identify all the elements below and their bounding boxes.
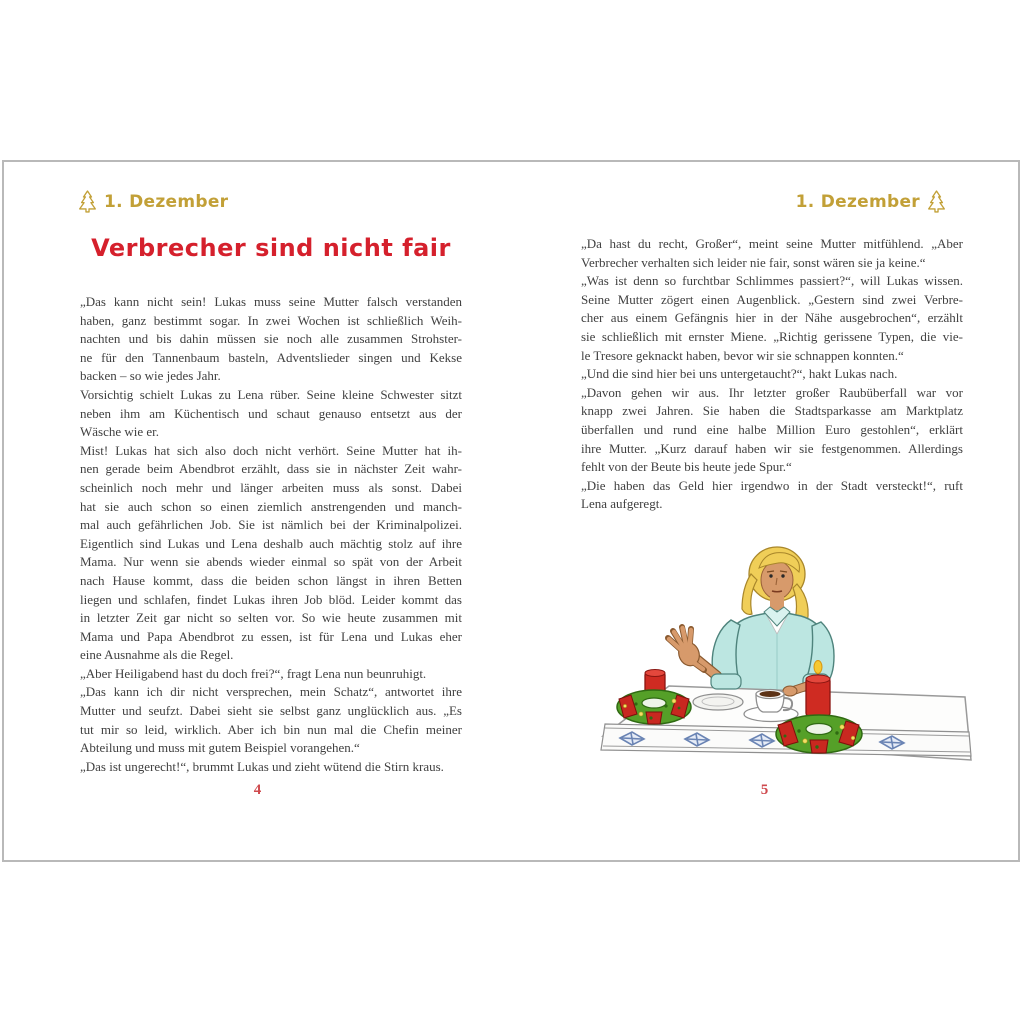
body-text-left [80,293,462,776]
text-line: tut mir so leid, wirklich. Aber ich bin nun mal die Chefin meiner [80,721,462,737]
text-line: ne für den Tannenbaum basteln, Adventslieder singen und Kekse [80,349,462,365]
text-line: scheinlich noch mehr und länger arbeiten muss als sonst. Dabei [80,479,462,495]
text-line: Mama und Papa Abendbrot zu essen, ist für Lena und Lukas eher [80,628,462,644]
text-line: „Da hast du recht, Großer“, meint seine Mutter mitfühlend. „Aber [581,236,963,251]
text-line: neben ihm am Küchentisch und schaut genauso entsetzt aus der [80,405,462,421]
chapter-header-label: 1. Dezember [104,191,229,212]
text-line: backen – so wie jedes Jahr. [80,368,221,384]
text-line: überfallen und rund eine halbe Million Euro gestohlen“, erklärt [581,421,963,437]
plate [693,694,743,710]
page-right [511,162,1018,860]
christmas-tree-icon [927,190,946,213]
text-line: hat sie auch schon so einen ziemlich anstrengenden und manch- [80,498,462,514]
illustration-mother-at-table [591,526,973,782]
text-line: Seine Mutter zögert einen Augenblick. „Gestern sind zwei Verbre- [581,291,963,307]
raised-hand [668,627,704,670]
text-line: nach Hause kommt, dass die beiden schon längst in ihren Betten [80,572,462,588]
text-line: nen gerade beim Abendbrot erzählt, dass sie in nächster Zeit wahr- [80,461,462,477]
text-line: „Aber Heiligabend hast du doch frei?“, fragt Lena nun beunruhigt. [80,665,427,681]
text-line: sie schließlich mit ernster Miene. „Richtig gerissene Typen, die vie- [581,328,963,344]
body-text-right [581,235,963,514]
text-line: „Das kann nicht sein! Lukas muss seine Mutter falsch verstanden [80,294,462,309]
text-line: Wäsche wie er. [80,424,160,440]
chapter-header-label: 1. Dezember [795,191,920,212]
text-line: haben, ganz bestimmt sogar. In zwei Wochen ist schließlich Weih- [80,312,462,328]
text-line: mal auch gefährlichen Job. Sie ist nämlich bei der Kriminalpolizei. [80,517,462,533]
text-line: eine Ausnahme als die Regel. [80,647,234,663]
chapter-header-left [78,190,228,213]
text-line: knapp zwei Jahren. Sie haben die Stadtsparkasse am Marktplatz [581,403,963,419]
text-line: Vorsichtig schielt Lukas zu Lena rüber. Seine kleine Schwester sitzt [80,386,462,402]
text-line: „Und die sind hier bei uns untergetaucht?“, hakt Lukas nach. [581,366,898,382]
text-line: Lena aufgeregt. [581,496,663,512]
page-number-left: 4 [253,782,262,798]
text-line: „Das kann ich dir nicht versprechen, mein Schatz“, antwortet ihre [80,684,462,700]
text-line: Mist! Lukas hat sich also doch nicht verhört. Seine Mutter hat ih- [80,442,462,458]
text-line: „Die haben das Geld hier irgendwo in der Stadt versteckt!“, ruft [581,477,963,493]
text-line: Mutter und seufzt. Dabei sieht sie selbst ganz unglücklich aus. „Es [80,703,462,719]
page-left [4,162,511,860]
text-line: „Was ist denn so furchtbar Schlimmes passiert?“, will Lukas wissen. [581,273,963,289]
chapter-header-right [796,190,946,213]
text-line: in letzter Zeit gar nicht so selten vor. So wie heute zusammen mit [80,610,462,626]
text-line: Mama. Nur wenn sie abends wieder einmal so spät von der Arbeit [80,554,462,570]
text-line: ihre Mutter. „Kurz darauf haben wir sie festgenommen. Allerdings [581,440,963,456]
text-line: le Tresore geknackt haben, bevor wir sie schnappen konnten.“ [581,347,904,363]
text-line: Verbrecher verhalten sich leider nie fair, sonst wären sie ja keine.“ [581,254,926,270]
text-line: liegen und schlafen, findet Lukas ihren Job blöd. Leider kommt das [80,591,462,607]
text-line: nachten und bis dahin müssen sie noch alle zusammen Strohster- [80,331,462,347]
text-line: fehlt von der Beute bis heute jede Spur.“ [581,459,792,475]
text-line: Abteilung und muss mit gutem Beispiel vorangehen.“ [80,740,360,756]
story-title: Verbrecher sind nicht fair [91,234,451,262]
text-line: cher aus einem Gefängnis hier in der Nähe ausgebrochen“, erzählt [581,310,963,326]
page-number-right: 5 [760,782,769,798]
text-line: Eigentlich sind Lukas und Lena deshalb auch mächtig stolz auf ihre [80,535,462,551]
christmas-tree-icon [78,190,97,213]
text-line: „Davon gehen wir aus. Ihr letzter großer Raubüberfall war vor [581,384,963,400]
text-line: „Das ist ungerecht!“, brummt Lukas und zieht wütend die Stirn kraus. [80,758,444,774]
book-spread [2,160,1020,862]
advent-wreath-left [617,670,691,725]
